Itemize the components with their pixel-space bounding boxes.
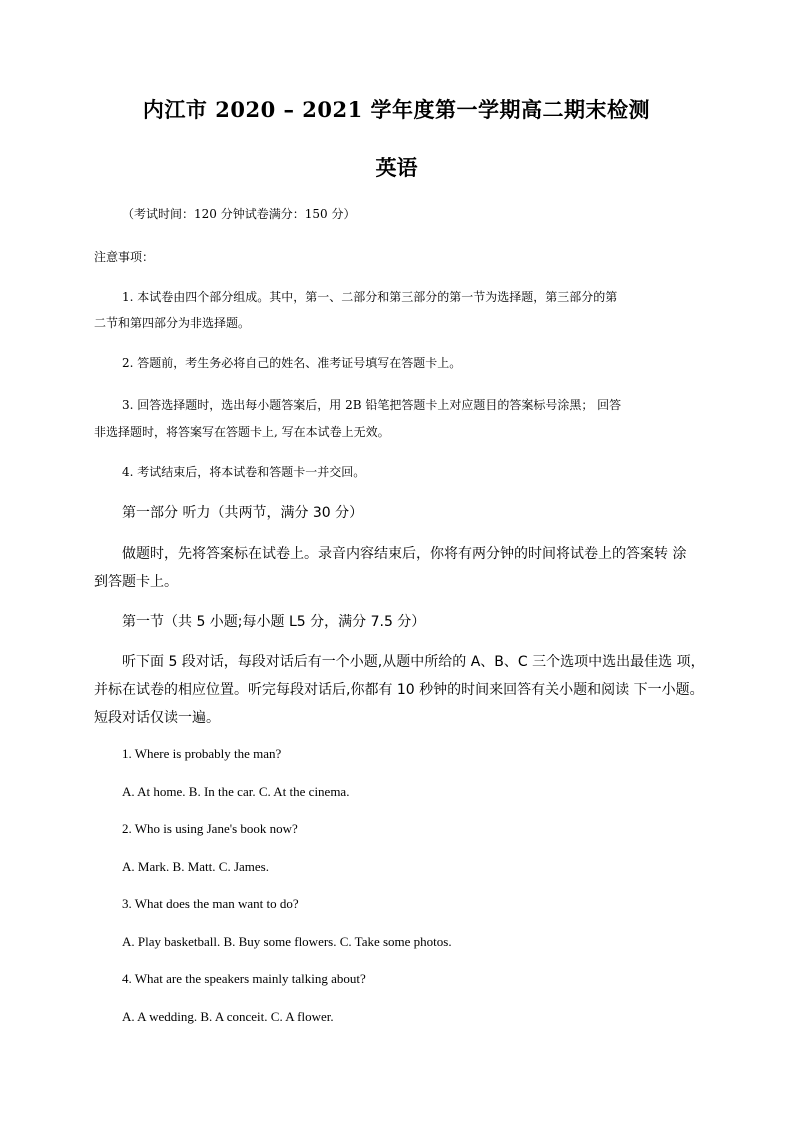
note-1-line-2: 二节和第四部分为非选择题。 <box>94 316 251 330</box>
note-1-line-1: 1. 本试卷由四个部分组成。其中，第一、二部分和第三部分的第一节为选择题，第三部分的第 <box>122 290 618 304</box>
question-2: 2. Who is using Jane's book now? <box>122 821 298 836</box>
question-4-options: A. A wedding. B. A conceit. C. A flower. <box>122 1009 334 1024</box>
part1-heading: 第一部分 听力（共两节，满分 30 分） <box>122 505 364 521</box>
section1-heading: 第一节（共 5 小题;每小题 L5 分，满分 7.5 分） <box>122 614 426 630</box>
question-4: 4. What are the speakers mainly talking about? <box>122 971 366 986</box>
question-3-options: A. Play basketball. B. Buy some flowers. C. Take some photos. <box>122 934 452 949</box>
page-title: 内江市 2020 – 2021 学年度第一学期高二期末检测 <box>142 97 651 122</box>
section1-line-2: 并标在试卷的相应位置。听完每段对话后,你都有 10 秒钟的时间来回答有关小题和阅读 下一小题。 <box>94 682 704 698</box>
question-1: 1. Where is probably the man? <box>122 746 282 761</box>
note-4: 4. 考试结束后，将本试卷和答题卡一并交回。 <box>122 465 366 479</box>
exam-info: （考试时间：120 分钟试卷满分：150 分） <box>122 207 356 221</box>
section1-line-3: 短段对话仅读一遍。 <box>94 710 220 726</box>
note-3-line-1: 3. 回答选择题时，选出每小题答案后，用 2B 铅笔把答题卡上对应题目的答案标号涂黑； 回答 <box>122 398 622 412</box>
part1-intro-line-2: 到答题卡上。 <box>94 574 178 590</box>
question-3: 3. What does the man want to do? <box>122 896 299 911</box>
question-1-options: A. At home. B. In the car. C. At the cinema. <box>122 784 350 799</box>
notes-heading: 注意事项： <box>94 250 155 264</box>
note-2: 2. 答题前，考生务必将自己的姓名、准考证号填写在答题卡上。 <box>122 356 462 370</box>
note-3-line-2: 非选择题时，将答案写在答题卡上, 写在本试卷上无效。 <box>94 425 390 439</box>
part1-intro-line-1: 做题时，先将答案标在试卷上。录音内容结束后，你将有两分钟的时间将试卷上的答案转 涂 <box>122 546 687 562</box>
subject-title: 英语 <box>375 155 418 180</box>
section1-line-1: 听下面 5 段对话，每段对话后有一个小题,从题中所给的 A、B、C 三个选项中选出最佳选 项， <box>122 654 705 670</box>
question-2-options: A. Mark. B. Matt. C. James. <box>122 859 269 874</box>
